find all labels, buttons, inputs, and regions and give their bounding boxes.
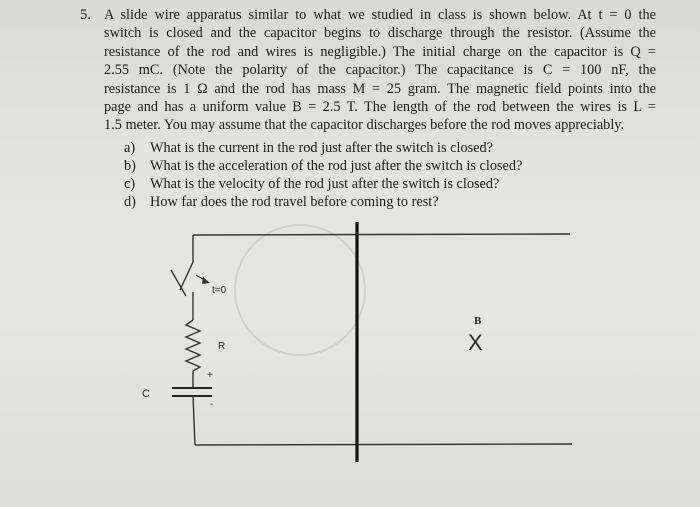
subquestion-label: a) [124, 140, 136, 156]
subquestion-label: d) [124, 194, 136, 210]
bleed-through-circle [235, 225, 365, 355]
statement-line: 1.5 meter. You may assume that the capacitor discharges before the rod moves appreciably. [104, 117, 625, 134]
field-into-page-icon: X [468, 330, 483, 355]
statement-line: switch is closed and the capacitor begins to discharge through the resistor. (Assume the [104, 25, 656, 42]
statement-line: page and has a uniform value B = 2.5 T. The length of the rod between the wires is L = [104, 98, 656, 115]
statement-line: A slide wire apparatus similar to what we studied in class is shown below. At t = 0 the [104, 7, 656, 23]
problem-number: 5. [80, 7, 91, 23]
capacitor-label: C [142, 388, 150, 400]
statement-line: resistance of the rod and wires is negligible.) The initial charge on the capacitor is Q = [104, 43, 656, 60]
subquestion-text: How far does the rod travel before coming to rest? [150, 194, 439, 210]
capacitor-plus-label: + [207, 370, 213, 381]
top-rail [193, 234, 570, 235]
statement-line: 2.55 mC. (Note the polarity of the capacitor.) The capacitance is C = 100 nF, the [104, 62, 656, 79]
capacitor-minus-label: - [210, 399, 214, 410]
subquestion-label: b) [124, 158, 136, 174]
resistor-symbol [186, 320, 200, 371]
switch-label: t=0 [212, 285, 227, 296]
subquestion-label: c) [124, 176, 136, 192]
bottom-rail [195, 444, 572, 445]
switch-symbol [171, 262, 210, 296]
resistor-label: R [218, 341, 226, 352]
subquestion-text: What is the current in the rod just after the switch is closed? [150, 140, 494, 156]
statement-line: resistance is 1 Ω and the rod has mass M = 25 gram. The magnetic field points into the [104, 80, 656, 97]
subquestion-text: What is the velocity of the rod just after the switch is closed? [150, 176, 500, 192]
left-wire-bottom [193, 396, 195, 445]
field-label: B [474, 315, 482, 327]
subquestion-text: What is the acceleration of the rod just after the switch is closed? [150, 158, 523, 174]
